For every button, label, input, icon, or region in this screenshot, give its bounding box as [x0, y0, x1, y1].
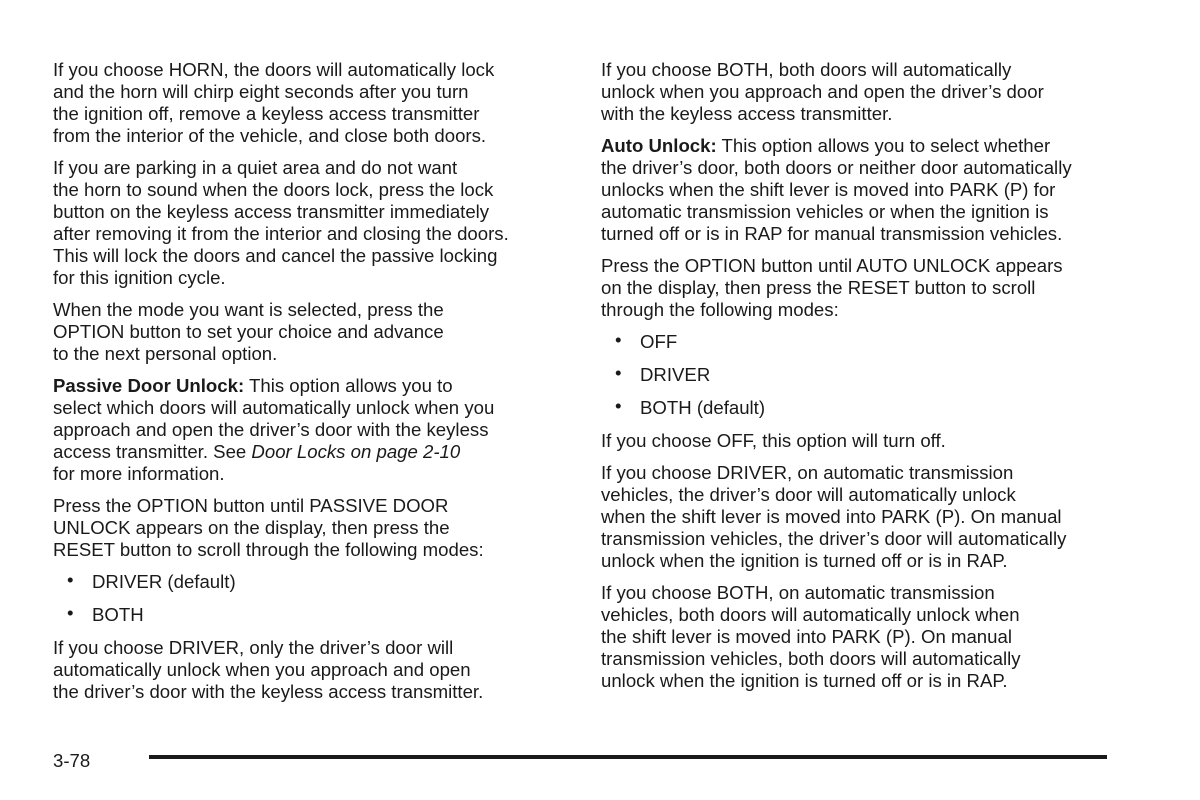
text-line: turned off or is in RAP for manual transmission vehicles.	[601, 223, 1063, 244]
section-heading-passive-door-unlock: Passive Door Unlock:	[53, 375, 245, 396]
text-line: the driver’s door, both doors or neither door automatically	[601, 157, 1072, 178]
page-number: 3-78	[53, 750, 91, 771]
text-line: This will lock the doors and cancel the passive locking	[53, 245, 498, 266]
text-fragment: access transmitter. See	[53, 441, 252, 462]
text-line: If you choose DRIVER, on automatic transmission	[601, 462, 1014, 483]
text-line: the ignition off, remove a keyless access transmitter	[53, 103, 480, 124]
paragraph-both-auto-choice	[601, 582, 1131, 692]
text-line	[53, 441, 563, 463]
text-line: If you choose BOTH, both doors will automatically	[601, 59, 1012, 80]
text-line: unlock when the ignition is turned off or is in RAP.	[601, 550, 1008, 571]
text-line: the horn to sound when the doors lock, press the lock	[53, 179, 494, 200]
paragraph-mode-selected	[53, 299, 563, 365]
text-line: for this ignition cycle.	[53, 267, 226, 288]
list-item	[601, 331, 1131, 353]
text-line: If you choose OFF, this option will turn off.	[601, 430, 946, 451]
cross-reference-door-locks: Door Locks on page 2-10	[251, 441, 461, 462]
passive-modes-list	[53, 571, 563, 626]
paragraph-quiet-area	[53, 157, 563, 289]
text-line: If you are parking in a quiet area and do not want	[53, 157, 458, 178]
text-line	[601, 135, 1131, 157]
paragraph-auto-option-instructions	[601, 255, 1131, 321]
paragraph-horn-lock	[53, 59, 563, 147]
paragraph-off-choice	[601, 430, 1131, 452]
list-item	[601, 397, 1131, 419]
list-item	[601, 364, 1131, 386]
text-line: when the shift lever is moved into PARK (P). On manual	[601, 506, 1062, 527]
text-line: vehicles, both doors will automatically unlock when	[601, 604, 1020, 625]
text-line: transmission vehicles, both doors will automatically	[601, 648, 1021, 669]
list-item	[53, 604, 563, 626]
text-line: approach and open the driver’s door with the keyless	[53, 419, 489, 440]
text-line: and the horn will chirp eight seconds after you turn	[53, 81, 469, 102]
text-line: on the display, then press the RESET button to scroll	[601, 277, 1036, 298]
text-line: after removing it from the interior and closing the doors.	[53, 223, 509, 244]
text-line: button on the keyless access transmitter immediately	[53, 201, 490, 222]
paragraph-passive-option-instructions	[53, 495, 563, 561]
text-line: automatic transmission vehicles or when the ignition is	[601, 201, 1049, 222]
text-line: If you choose BOTH, on automatic transmission	[601, 582, 995, 603]
list-item-label: DRIVER (default)	[92, 571, 236, 592]
text-line: through the following modes:	[601, 299, 839, 320]
auto-modes-list	[601, 331, 1131, 419]
list-item	[53, 571, 563, 593]
text-line: the shift lever is moved into PARK (P). On manual	[601, 626, 1012, 647]
bullet-icon: •	[615, 395, 622, 416]
paragraph-auto-unlock	[601, 135, 1131, 245]
text-fragment: This option allows you to	[244, 375, 453, 396]
text-line: with the keyless access transmitter.	[601, 103, 893, 124]
text-line: unlock when you approach and open the driver’s door	[601, 81, 1044, 102]
bullet-icon: •	[615, 329, 622, 350]
bullet-icon: •	[67, 569, 74, 590]
paragraph-driver-choice	[53, 637, 563, 703]
bullet-icon: •	[67, 602, 74, 623]
text-line: vehicles, the driver’s door will automatically unlock	[601, 484, 1016, 505]
text-line: RESET button to scroll through the following modes:	[53, 539, 484, 560]
text-line: Press the OPTION button until AUTO UNLOCK appears	[601, 255, 1063, 276]
section-heading-auto-unlock: Auto Unlock:	[601, 135, 717, 156]
text-line: If you choose DRIVER, only the driver’s door will	[53, 637, 454, 658]
text-line: to the next personal option.	[53, 343, 278, 364]
text-line: When the mode you want is selected, press the	[53, 299, 444, 320]
text-line: UNLOCK appears on the display, then press the	[53, 517, 450, 538]
text-line: select which doors will automatically unlock when you	[53, 397, 495, 418]
left-column	[53, 59, 563, 713]
paragraph-driver-auto-choice	[601, 462, 1131, 572]
list-item-label: DRIVER	[640, 364, 711, 385]
text-line: Press the OPTION button until PASSIVE DOOR	[53, 495, 449, 516]
text-line: automatically unlock when you approach and open	[53, 659, 471, 680]
text-line: from the interior of the vehicle, and close both doors.	[53, 125, 487, 146]
right-column	[601, 59, 1131, 702]
paragraph-both-choice	[601, 59, 1131, 125]
text-line: the driver’s door with the keyless access transmitter.	[53, 681, 484, 702]
text-line: transmission vehicles, the driver’s door will automatically	[601, 528, 1067, 549]
footer-rule	[149, 755, 1107, 759]
bullet-icon: •	[615, 362, 622, 383]
paragraph-passive-door-unlock	[53, 375, 563, 485]
text-line	[53, 375, 563, 397]
text-line: If you choose HORN, the doors will automatically lock	[53, 59, 495, 80]
text-line: unlocks when the shift lever is moved into PARK (P) for	[601, 179, 1056, 200]
text-line: unlock when the ignition is turned off or is in RAP.	[601, 670, 1008, 691]
text-fragment: This option allows you to select whether	[716, 135, 1051, 156]
list-item-label: BOTH (default)	[640, 397, 766, 418]
list-item-label: OFF	[640, 331, 678, 352]
list-item-label: BOTH	[92, 604, 144, 625]
text-line: OPTION button to set your choice and advance	[53, 321, 444, 342]
text-line: for more information.	[53, 463, 225, 484]
